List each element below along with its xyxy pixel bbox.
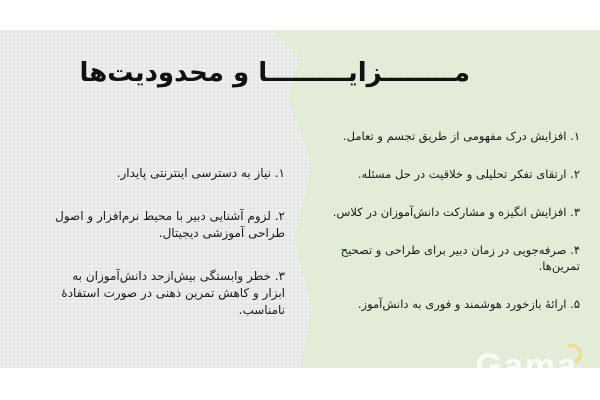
advantage-item-3: ۳. افزایش انگیزه و مشارکت دانش‌آموزان در کلاس.	[332, 205, 580, 219]
advantage-item-1: ۱. افزایش درک مفهومی از طریق تجسم و تعامل.	[342, 129, 580, 143]
advantages-list	[310, 128, 580, 334]
advantage-item-4: ۴. صرفه‌جویی در زمان دبیر برای طراحی و تصحیح تمرین‌ها.	[340, 243, 580, 273]
limitation-item-2: ۲. لزوم آشنایی دبیر با محیط نرم‌افزار و اصول طراحی آموزشی دیجیتال.	[55, 209, 285, 240]
advantage-item-2: ۲. ارتقای تفکر تحلیلی و خلاقیت در حل مسئله.	[357, 167, 580, 181]
limitations-list	[50, 165, 285, 345]
limitation-item-3: ۳. خطر وابستگی بیش‌ازحد دانش‌آموزان به ابزار و کاهش تمرین ذهنی در صورت استفادهٔ نامناسب.	[61, 269, 285, 317]
advantage-item-5: ۵. ارائهٔ بازخورد هوشمند و فوری به دانش‌آموز.	[357, 297, 580, 311]
slide-title: مــــــــزایـــــــــا و محدودیت‌ها	[79, 58, 470, 88]
watermark-logo: Gama	[475, 347, 578, 385]
limitation-item-1: ۱. نیاز به دسترسی اینترنتی پایدار.	[116, 166, 285, 180]
